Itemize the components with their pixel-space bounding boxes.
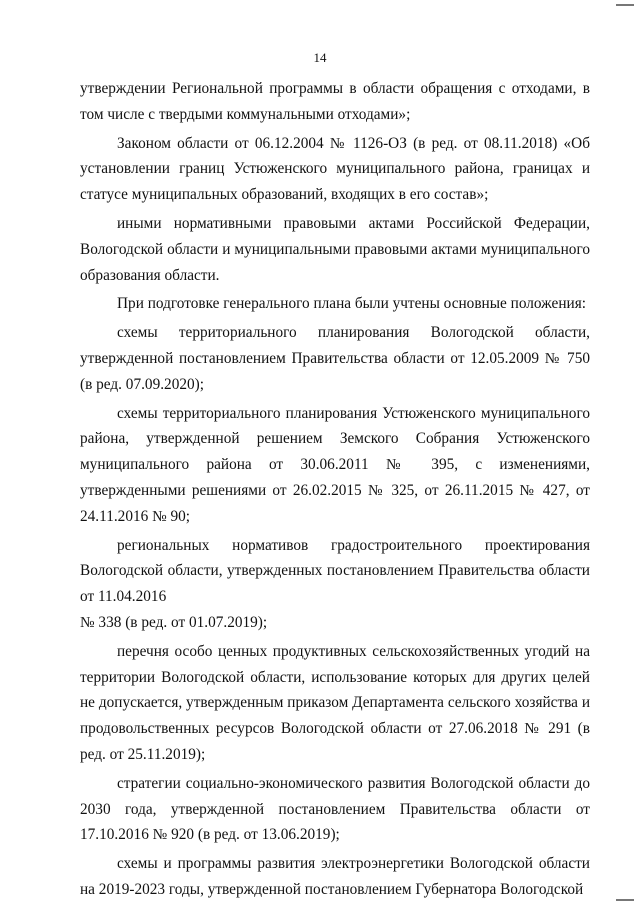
paragraph: иными нормативными правовыми актами Российской Федерации, Вологодской области и муниципальными правовыми актами муниципального образования области. [80, 214, 590, 284]
paragraph: схемы и программы развития электроэнергетики Вологодской области на 2019-2023 годы, утвержденной постановлением Губернатора Вологодской [80, 855, 590, 898]
paragraph: схемы территориального планирования Устюженского муниципального района, утвержденной решением Земского Собрания Устюженского муниципального района от 30.06.2011 № 395, с изменениями, утвержденными решениями от 26.02.2015 № 325, от 26.11.2015 № 427, от 24.11.2016 № 90; [80, 404, 590, 525]
scan-corner-mark [616, 4, 634, 6]
paragraph: стратегии социально-экономического развития Вологодской области до 2030 года, утвержденной постановлением Правительства области от 17.10.2016 № 920 (в ред. от 13.06.2019); [80, 774, 590, 844]
page-number: 14 [313, 50, 327, 65]
paragraph: № 338 (в ред. от 01.07.2019); [80, 613, 268, 631]
paragraph: региональных нормативов градостроительного проектирования Вологодской области, утвержденных постановлением Правительства области от 11.04.2016 [80, 536, 590, 606]
paragraph: схемы территориального планирования Вологодской области, утвержденной постановлением Правительства области от 12.05.2009 № 750 (в ред. 07.09.2020); [80, 324, 590, 393]
paragraph: утверждении Региональной программы в области обращения с отходами, в том числе с твердыми коммунальными отходами»; [80, 80, 590, 123]
document-body [80, 76, 590, 903]
paragraph: При подготовке генерального плана были учтены основные положения: [117, 295, 586, 313]
paragraph: перечня особо ценных продуктивных сельскохозяйственных угодий на территории Вологодской области, использование которых для других целей не допускается, утвержденным приказом Департамента сельского хозяйства и продовольственных ресурсов Вологодской области от 27.06.2018 № 291 (в ред. от 25.11.2019); [80, 642, 590, 763]
scan-corner-mark [616, 899, 634, 901]
paragraph: Законом области от 06.12.2004 № 1126-ОЗ (в ред. от 08.11.2018) «Об установлении границ Устюженского муниципального района, границах и статусе муниципальных образований, входящих в его состав»; [80, 134, 590, 204]
